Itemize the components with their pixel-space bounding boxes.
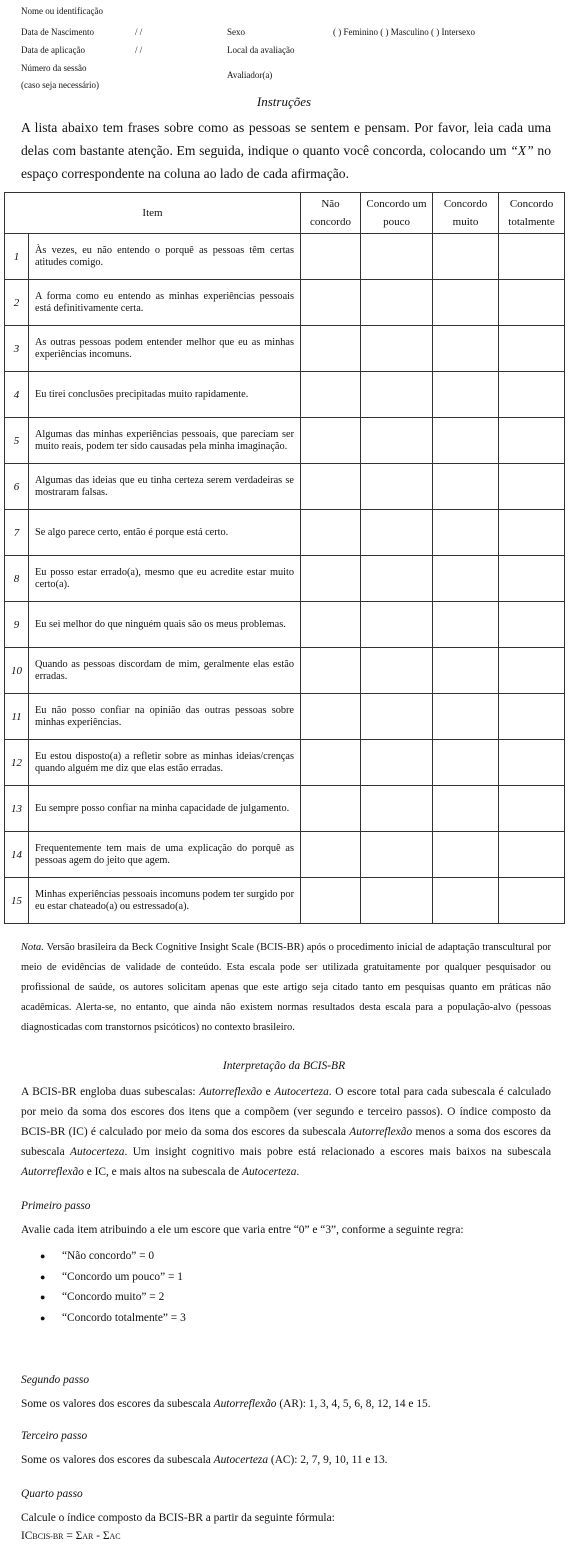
item-number: 1: [5, 234, 29, 280]
item-text: Se algo parece certo, então é porque está certo.: [29, 510, 301, 556]
answer-cell[interactable]: [499, 280, 565, 326]
evaluator-label: Avaliador(a): [227, 70, 273, 80]
answer-cell[interactable]: [433, 878, 499, 924]
item-number: 7: [5, 510, 29, 556]
answer-cell[interactable]: [301, 556, 361, 602]
item-number: 4: [5, 372, 29, 418]
item-number: 15: [5, 878, 29, 924]
sex-label: Sexo: [227, 27, 245, 37]
answer-cell[interactable]: [301, 786, 361, 832]
answer-cell[interactable]: [433, 602, 499, 648]
answer-cell[interactable]: [361, 602, 433, 648]
answer-cell[interactable]: [433, 786, 499, 832]
birth-date-label: Data de Nascimento: [21, 27, 94, 37]
answer-cell[interactable]: [433, 648, 499, 694]
table-row: [5, 326, 565, 372]
answer-cell[interactable]: [499, 694, 565, 740]
interpretation-title: Interpretação da BCIS-BR: [222, 1060, 346, 1072]
item-text: Às vezes, eu não entendo o porquê as pessoas têm certas atitudes comigo.: [29, 234, 301, 280]
answer-cell[interactable]: [433, 740, 499, 786]
answer-cell[interactable]: [499, 234, 565, 280]
answer-cell[interactable]: [433, 234, 499, 280]
table-row: [5, 280, 565, 326]
item-number: 2: [5, 280, 29, 326]
table-row: [5, 878, 565, 924]
answer-cell[interactable]: [499, 326, 565, 372]
application-date-label: Data de aplicação: [21, 45, 85, 55]
answer-cell[interactable]: [361, 740, 433, 786]
answer-cell[interactable]: [499, 740, 565, 786]
answer-cell[interactable]: [433, 372, 499, 418]
answer-cell[interactable]: [301, 602, 361, 648]
second-step-title: Segundo passo: [21, 1374, 90, 1386]
step-part: (AR): 1, 3, 4, 5, 6, 8, 12, 14 e 15.: [276, 1398, 431, 1410]
name-label: Nome ou identificação: [21, 6, 103, 16]
table-row: [5, 786, 565, 832]
table-row: [5, 694, 565, 740]
instructions-title: Instruções: [256, 94, 312, 109]
answer-cell[interactable]: [301, 740, 361, 786]
answer-cell[interactable]: [361, 694, 433, 740]
formula-ac: AC: [109, 1532, 121, 1541]
table-header-row: [5, 193, 565, 234]
answer-cell[interactable]: [433, 832, 499, 878]
table-row: [5, 602, 565, 648]
answer-cell[interactable]: [361, 786, 433, 832]
answer-cell[interactable]: [499, 648, 565, 694]
answer-cell[interactable]: [499, 510, 565, 556]
interp-part: . Um insight cognitivo mais pobre está relacionado a escores mais baixos na subescala: [124, 1146, 552, 1158]
item-text: Minhas experiências pessoais incomuns podem ter surgido por eu estar chateado(a) ou estressado(a).: [29, 878, 301, 924]
answer-cell[interactable]: [499, 878, 565, 924]
step-part: Some os valores dos escores da subescala: [21, 1454, 214, 1466]
score-rule-list: [40, 1246, 186, 1328]
answer-cell[interactable]: [361, 556, 433, 602]
answer-cell[interactable]: [361, 464, 433, 510]
answer-cell[interactable]: [433, 694, 499, 740]
item-number: 12: [5, 740, 29, 786]
item-text: Eu posso estar errado(a), mesmo que eu acredite estar muito certo(a).: [29, 556, 301, 602]
interp-ac: Autocerteza: [70, 1146, 125, 1158]
item-text: A forma como eu entendo as minhas experiências pessoais está definitivamente certa.: [29, 280, 301, 326]
interp-part: e: [262, 1086, 275, 1098]
item-text: Frequentemente tem mais de uma explicação do porquê as pessoas agem do jeito que agem.: [29, 832, 301, 878]
questionnaire-table: [4, 192, 565, 924]
answer-cell[interactable]: [499, 418, 565, 464]
session-note: (caso seja necessário): [21, 80, 99, 90]
instructions-text-2: no espaço correspondente na coluna ao lado de cada afirmação.: [21, 143, 551, 181]
formula-ar: AR: [82, 1532, 94, 1541]
answer-cell[interactable]: [361, 280, 433, 326]
answer-cell[interactable]: [361, 326, 433, 372]
column-header-agree-little: Concordo um pouco: [361, 193, 433, 234]
instructions-text-1: A lista abaixo tem frases sobre como as pessoas se sentem e pensam. Por favor, leia cada uma delas com bastante atenção. Em seguida, indique o quanto você concorda, colocando um: [21, 120, 551, 158]
item-number: 13: [5, 786, 29, 832]
answer-cell[interactable]: [301, 464, 361, 510]
birth-date-field[interactable]: / /: [135, 27, 143, 37]
formula-sum: = Σ: [63, 1530, 83, 1542]
answer-cell[interactable]: [301, 878, 361, 924]
answer-cell[interactable]: [433, 418, 499, 464]
item-text: Quando as pessoas discordam de mim, geralmente elas estão erradas.: [29, 648, 301, 694]
interp-part: . O escore total para cada subescala é calculado por meio da soma dos escores dos itens que a compõem (ver segundo e terceiro passos). O índice composto da BCIS-BR (IC) é calculado por meio da soma dos escores da subescala: [21, 1086, 551, 1138]
item-number: 14: [5, 832, 29, 878]
step-ac: Autocerteza: [213, 1454, 269, 1466]
interp-part: .: [296, 1166, 300, 1178]
note-text: Versão brasileira da Beck Cognitive Insight Scale (BCIS-BR) após o procedimento inicial de adaptação transcultural por meio de evidências de validade de conteúdo. Esta escala pode ser utilizada gratuitamente por qualquer pesquisador ou profissional de saúde, os autores solicitam apenas que este artigo seja citado tanto em pesquisas quanto em práticas não acadêmicas. Alerta-se, no entanto, que ainda não existem normas resultados desta escala para a população-alvo (pessoas diagnosticadas com transtornos psicóticos) no contexto brasileiro.: [21, 942, 551, 1033]
step-part: Some os valores dos escores da subescala: [21, 1398, 214, 1410]
answer-cell[interactable]: [433, 326, 499, 372]
answer-cell[interactable]: [301, 648, 361, 694]
item-number: 5: [5, 418, 29, 464]
answer-cell[interactable]: [301, 372, 361, 418]
third-step-title: Terceiro passo: [21, 1430, 88, 1442]
answer-cell[interactable]: [301, 418, 361, 464]
interp-part: menos a soma dos escores da subescala: [21, 1126, 551, 1158]
formula-minus: - Σ: [93, 1530, 110, 1542]
score-rule-item: ● “Concordo totalmente” = 3: [40, 1308, 186, 1329]
answer-cell[interactable]: [499, 786, 565, 832]
answer-cell[interactable]: [361, 372, 433, 418]
table-row: [5, 556, 565, 602]
answer-cell[interactable]: [433, 556, 499, 602]
answer-cell[interactable]: [301, 280, 361, 326]
score-rule-item: ● “Concordo muito” = 2: [40, 1287, 186, 1308]
fourth-step-text: Calcule o índice composto da BCIS-BR a partir da seguinte fórmula:: [21, 1512, 335, 1524]
first-step-title: Primeiro passo: [21, 1200, 91, 1212]
column-header-agree-total: Concordo totalmente: [499, 193, 565, 234]
column-header-item: Item: [5, 193, 301, 234]
composite-index-formula: [21, 1530, 121, 1542]
third-step-text: [21, 1450, 551, 1470]
answer-cell[interactable]: [499, 832, 565, 878]
interp-part: e IC, e mais altos na subescala de: [83, 1166, 242, 1178]
item-text: Eu estou disposto(a) a refletir sobre as minhas ideias/crenças quando alguém me diz que elas estão erradas.: [29, 740, 301, 786]
answer-cell[interactable]: [301, 234, 361, 280]
table-row: [5, 510, 565, 556]
formula-sub: BCIS-BR: [32, 1532, 64, 1541]
answer-cell[interactable]: [361, 234, 433, 280]
table-row: [5, 740, 565, 786]
answer-cell[interactable]: [361, 878, 433, 924]
first-step-text: Avalie cada item atribuindo a ele um escore que varia entre “0” e “3”, conforme a seguinte regra:: [21, 1224, 464, 1236]
x-mark: “X”: [510, 143, 534, 158]
table-body: [5, 234, 565, 924]
answer-cell[interactable]: [301, 326, 361, 372]
answer-cell[interactable]: [361, 418, 433, 464]
answer-cell[interactable]: [499, 556, 565, 602]
interp-ar: Autorreflexão: [199, 1086, 263, 1098]
table-note: [21, 938, 551, 1038]
answer-cell[interactable]: [301, 832, 361, 878]
interp-ar: Autorreflexão: [21, 1166, 84, 1178]
answer-cell[interactable]: [361, 648, 433, 694]
column-header-agree-much: Concordo muito: [433, 193, 499, 234]
table-row: [5, 464, 565, 510]
item-number: 6: [5, 464, 29, 510]
item-text: Algumas das minhas experiências pessoais, que pareciam ser muito reais, podem ter sido causadas pela minha imaginação.: [29, 418, 301, 464]
formula-ic: IC: [21, 1530, 33, 1542]
table-row: [5, 372, 565, 418]
interp-ac: Autocerteza: [274, 1086, 329, 1098]
table-row: [5, 832, 565, 878]
item-text: Eu não posso confiar na opinião das outras pessoas sobre minhas experiências.: [29, 694, 301, 740]
note-label: Nota.: [21, 942, 44, 953]
item-number: 11: [5, 694, 29, 740]
item-number: 8: [5, 556, 29, 602]
answer-cell[interactable]: [433, 510, 499, 556]
answer-cell[interactable]: [499, 372, 565, 418]
session-label: Número da sessão: [21, 63, 87, 73]
table-row: [5, 234, 565, 280]
answer-cell[interactable]: [361, 832, 433, 878]
place-label: Local da avaliação: [227, 45, 295, 55]
interp-ac: Autocerteza: [242, 1166, 297, 1178]
score-rule-item: ● “Concordo um pouco” = 1: [40, 1267, 186, 1288]
answer-cell[interactable]: [301, 510, 361, 556]
item-number: 10: [5, 648, 29, 694]
interp-part: A BCIS-BR engloba duas subescalas:: [21, 1086, 200, 1098]
item-text: Algumas das ideias que eu tinha certeza serem verdadeiras se mostraram falsas.: [29, 464, 301, 510]
item-number: 3: [5, 326, 29, 372]
column-header-disagree: Não concordo: [301, 193, 361, 234]
item-text: Eu sei melhor do que ninguém quais são os meus problemas.: [29, 602, 301, 648]
step-ar: Autorreflexão: [213, 1398, 277, 1410]
sex-options[interactable]: ( ) Feminino ( ) Masculino ( ) Intersexo: [333, 27, 475, 37]
answer-cell[interactable]: [433, 464, 499, 510]
item-number: 9: [5, 602, 29, 648]
second-step-text: [21, 1394, 551, 1414]
answer-cell[interactable]: [433, 280, 499, 326]
answer-cell[interactable]: [499, 464, 565, 510]
answer-cell[interactable]: [361, 510, 433, 556]
score-rule-item: ● “Não concordo” = 0: [40, 1246, 186, 1267]
application-date-field[interactable]: / /: [135, 45, 143, 55]
instructions-text: [21, 116, 551, 185]
table-row: [5, 648, 565, 694]
interpretation-text: [21, 1082, 551, 1182]
item-text: Eu tirei conclusões precipitadas muito rapidamente.: [29, 372, 301, 418]
step-part: (AC): 2, 7, 9, 10, 11 e 13.: [268, 1454, 388, 1466]
item-text: As outras pessoas podem entender melhor que eu as minhas experiências incomuns.: [29, 326, 301, 372]
answer-cell[interactable]: [499, 602, 565, 648]
answer-cell[interactable]: [301, 694, 361, 740]
item-text: Eu sempre posso confiar na minha capacidade de julgamento.: [29, 786, 301, 832]
fourth-step-title: Quarto passo: [21, 1488, 83, 1500]
table-row: [5, 418, 565, 464]
interp-ar: Autorreflexão: [349, 1126, 413, 1138]
